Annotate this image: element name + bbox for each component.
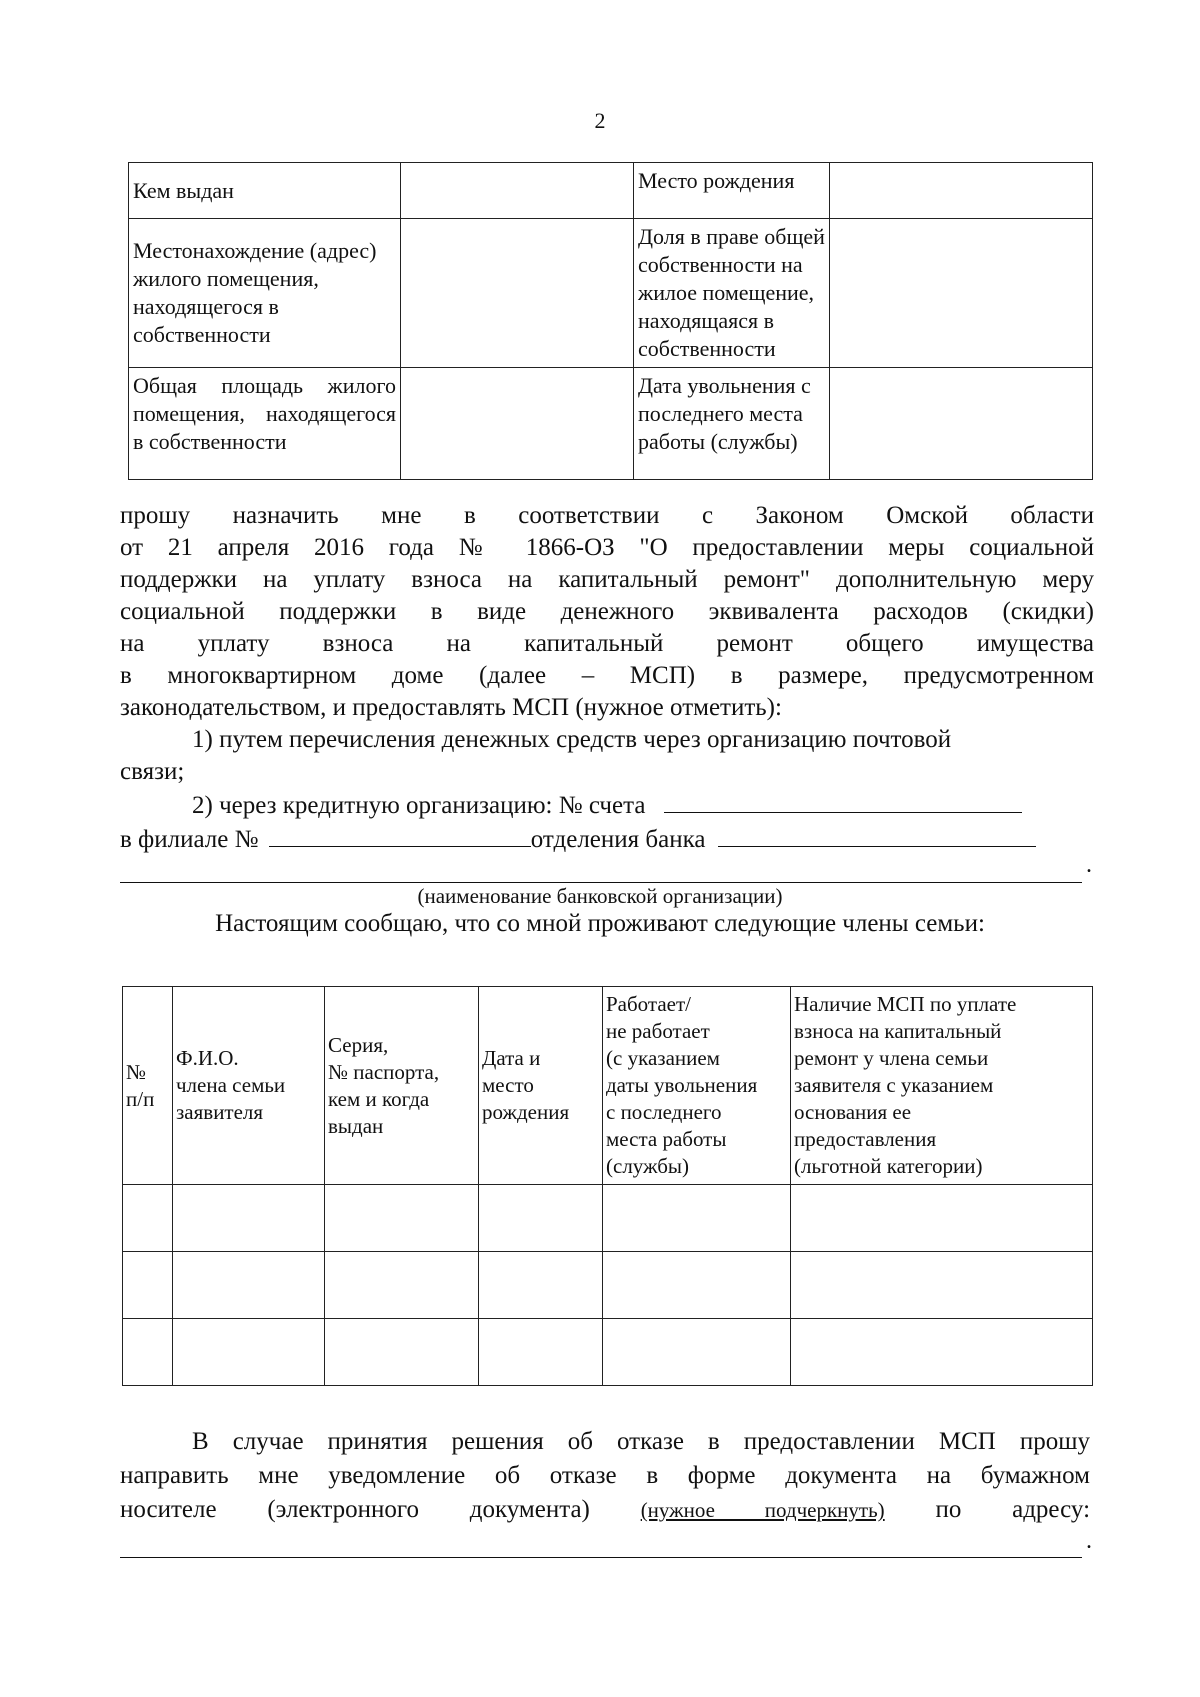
bank-name-period: . (1086, 852, 1092, 878)
request-line: на уплату взноса на капитальный ремонт общего имущества (120, 630, 1094, 657)
request-line: в многоквартирном доме (далее – МСП) в размере, предусмотренном (120, 662, 1094, 689)
table-cell[interactable] (173, 1319, 325, 1386)
table-cell[interactable] (123, 1185, 173, 1252)
header-number: № п/п (123, 987, 173, 1185)
table-cell[interactable] (791, 1319, 1093, 1386)
table-cell[interactable] (479, 1319, 603, 1386)
request-line: законодательством, и предоставлять МСП (нужное отметить): (120, 694, 782, 721)
request-text (120, 500, 1094, 856)
page-number: 2 (594, 108, 606, 133)
bank-department-field[interactable] (718, 822, 1036, 847)
family-members-table (122, 986, 1093, 1386)
table-cell[interactable] (603, 1185, 791, 1252)
table-cell[interactable] (123, 1319, 173, 1386)
table-row (123, 1252, 1093, 1319)
table-cell[interactable] (325, 1252, 479, 1319)
table-cell[interactable] (325, 1185, 479, 1252)
header-full-name: Ф.И.О. члена семьи заявителя (173, 987, 325, 1185)
ownership-share-value[interactable] (830, 219, 1093, 368)
table-row (123, 1319, 1093, 1386)
account-label: 2) через кредитную организацию: № счета (192, 792, 646, 819)
issued-by-value[interactable] (401, 163, 634, 219)
option-bank[interactable] (120, 788, 1094, 822)
refusal-text (120, 1425, 1090, 1527)
bank-name-caption: (наименование банковской организации) (417, 884, 783, 908)
table-cell[interactable] (479, 1185, 603, 1252)
table-cell[interactable] (791, 1252, 1093, 1319)
refusal-line: В случае принятия решения об отказе в предоставлении МСП прошу (192, 1428, 1090, 1455)
birthplace-value[interactable] (830, 163, 1093, 219)
address-field[interactable] (120, 1557, 1082, 1558)
request-line: поддержки на уплату взноса на капитальный ремонт" дополнительную меру (120, 566, 1094, 593)
table-cell[interactable] (603, 1252, 791, 1319)
branch-number-field[interactable] (269, 822, 531, 847)
address-period: . (1086, 1528, 1092, 1554)
dismissal-date-value[interactable] (830, 368, 1093, 480)
department-label: отделения банка (530, 826, 706, 853)
bank-name-field[interactable] (120, 882, 1082, 883)
header-birth: Дата и место рождения (479, 987, 603, 1185)
applicant-info-table (128, 162, 1093, 480)
underline-hint: (нужное подчеркнуть) (640, 1498, 885, 1522)
header-passport: Серия, № паспорта, кем и когда выдан (325, 987, 479, 1185)
property-address-label: Местонахождение (адрес) жилого помещения, находящегося в собственности (129, 219, 401, 368)
total-area-value[interactable] (401, 368, 634, 480)
total-area-label: Общая площадь жилого помещения, находящегося в собственности (129, 368, 401, 480)
request-line: прошу назначить мне в соответствии с Законом Омской области (120, 502, 1094, 529)
option-postal-cont: связи; (120, 758, 185, 785)
issued-by-label: Кем выдан (129, 163, 401, 219)
table-cell[interactable] (173, 1252, 325, 1319)
table-cell[interactable] (325, 1319, 479, 1386)
request-line: социальной поддержки в виде денежного эквивалента расходов (скидки) (120, 598, 1094, 625)
table-cell[interactable] (479, 1252, 603, 1319)
header-employment: Работает/ не работает (с указанием даты увольнения с последнего места работы (службы) (603, 987, 791, 1185)
account-number-field[interactable] (664, 788, 1022, 813)
refusal-line: направить мне уведомление об отказе в форме документа на бумажном (120, 1462, 1090, 1489)
table-cell[interactable] (123, 1252, 173, 1319)
option-postal[interactable]: 1) путем перечисления денежных средств через организацию почтовой (192, 726, 952, 753)
family-intro: Настоящим сообщаю, что со мной проживают следующие члены семьи: (215, 910, 985, 937)
table-row (123, 1185, 1093, 1252)
branch-line (120, 822, 1094, 856)
branch-label: в филиале № (120, 826, 259, 853)
property-address-value[interactable] (401, 219, 634, 368)
ownership-share-label: Доля в праве общей собственности на жилое помещение, находящаяся в собственности (634, 219, 830, 368)
table-cell[interactable] (173, 1185, 325, 1252)
request-line: от 21 апреля 2016 года № 1866-ОЗ "О предоставлении меры социальной (120, 534, 1094, 561)
refusal-line: носителе (электронного документа) (нужное подчеркнуть) по адресу: (120, 1496, 1091, 1523)
table-cell[interactable] (603, 1319, 791, 1386)
birthplace-label: Место рождения (634, 163, 830, 219)
header-msp-availability: Наличие МСП по уплате взноса на капитальный ремонт у члена семьи заявителя с указанием основания ее предоставления (льготной категории) (791, 987, 1093, 1185)
dismissal-date-label: Дата увольнения с последнего места работы (службы) (634, 368, 830, 480)
table-cell[interactable] (791, 1185, 1093, 1252)
